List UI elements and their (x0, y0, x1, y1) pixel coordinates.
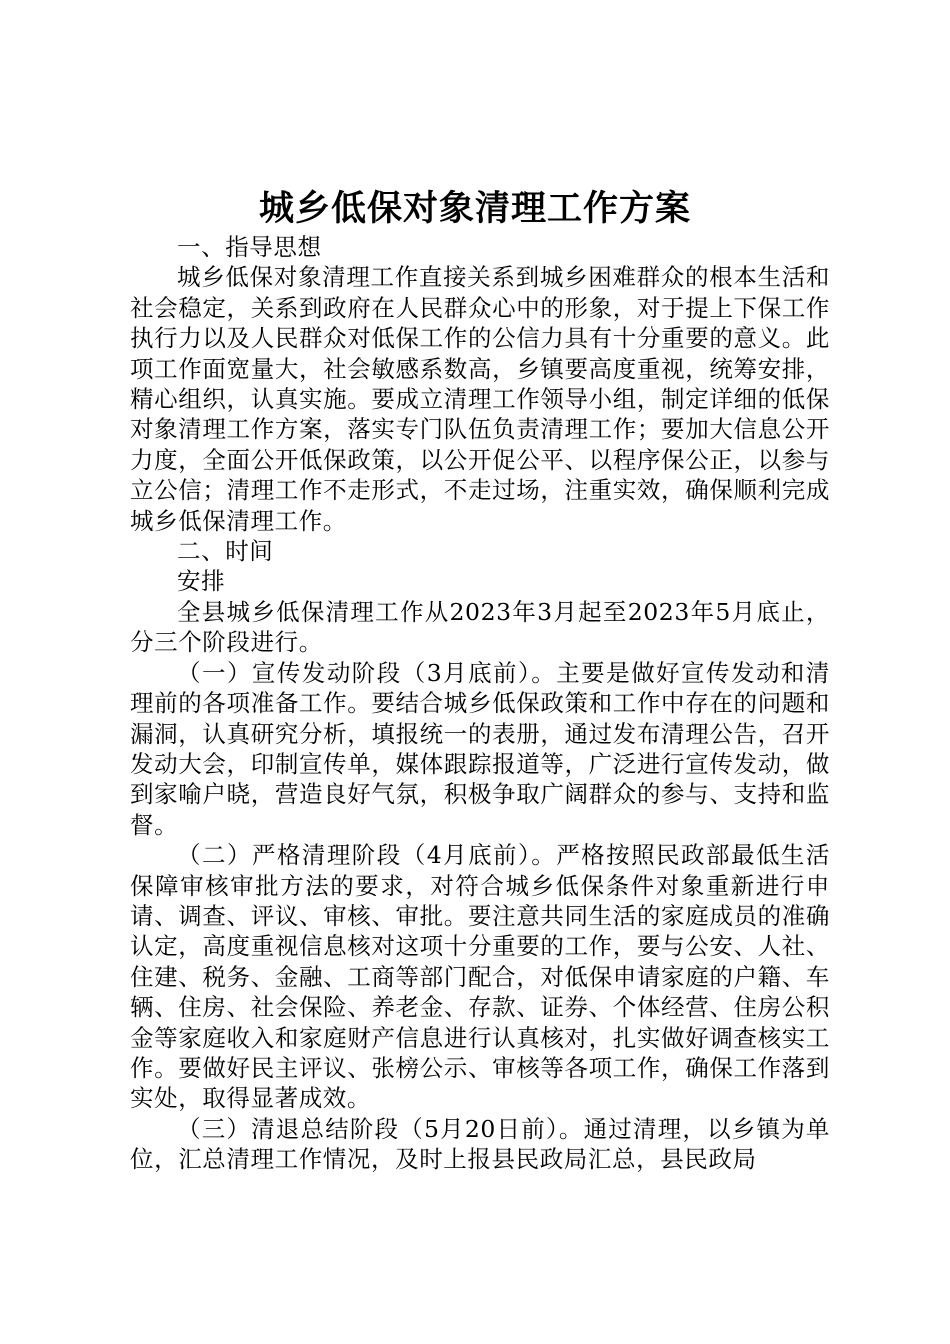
section-heading-guiding-ideology: 一、指导思想 (177, 233, 322, 261)
section-heading-arrangement: 安排 (177, 567, 226, 596)
paragraph-schedule: 全县城乡低保清理工作从2023年3月起至2023年5月底止，分三个阶段进行。 (130, 597, 830, 657)
paragraph-stage-three: （三）清退总结阶段（5月20日前）。通过清理，以乡镇为单位，汇总清理工作情况，及时上报县民政局汇总，县民政局 (130, 1114, 830, 1174)
document-title: 城乡低保对象清理工作方案 (258, 188, 691, 229)
document-body (130, 232, 830, 1175)
paragraph-stage-two: （二）严格清理阶段（4月底前）。严格按照民政部最低生活保障审核审批方法的要求，对符合城乡低保条件对象重新进行申请、调查、评议、审核、审批。要注意共同生活的家庭成员的准确认定，高度重视信息核对这项十分重要的工作，要与公安、人社、住建、税务、金融、工商等部门配合，对低保申请家庭的户籍、车辆、住房、社会保险、养老金、存款、证券、个体经营、住房公积金等家庭收入和家庭财产信息进行认真核对，扎实做好调查核实工作。要做好民主评议、张榜公示、审核等各项工作，确保工作落到实处，取得显著成效。 (130, 841, 830, 1113)
paragraph-guiding-ideology: 城乡低保对象清理工作直接关系到城乡困难群众的根本生活和社会稳定，关系到政府在人民群众心中的形象，对于提上下保工作执行力以及人民群众对低保工作的公信力具有十分重要的意义。此项工作面宽量大，社会敏感系数高，乡镇要高度重视，统筹安排，精心组织，认真实施。要成立清理工作领导小组，制定详细的低保对象清理工作方案，落实专门队伍负责清理工作；要加大信息公开力度，全面公开低保政策，以公开促公平、以程序保公正，以参与立公信；清理工作不走形式，不走过场，注重实效，确保顺利完成城乡低保清理工作。 (130, 263, 830, 535)
paragraph-stage-one: （一）宣传发动阶段（3月底前）。主要是做好宣传发动和清理前的各项准备工作。要结合城乡低保政策和工作中存在的问题和漏洞，认真研究分析，填报统一的表册，通过发布清理公告，召开发动大会，印制宣传单，媒体跟踪报道等，广泛进行宣传发动，做到家喻户晓，营造良好气氛，积极争取广阔群众的参与、支持和监督。 (130, 658, 830, 839)
section-heading-time: 二、时间 (177, 537, 274, 566)
